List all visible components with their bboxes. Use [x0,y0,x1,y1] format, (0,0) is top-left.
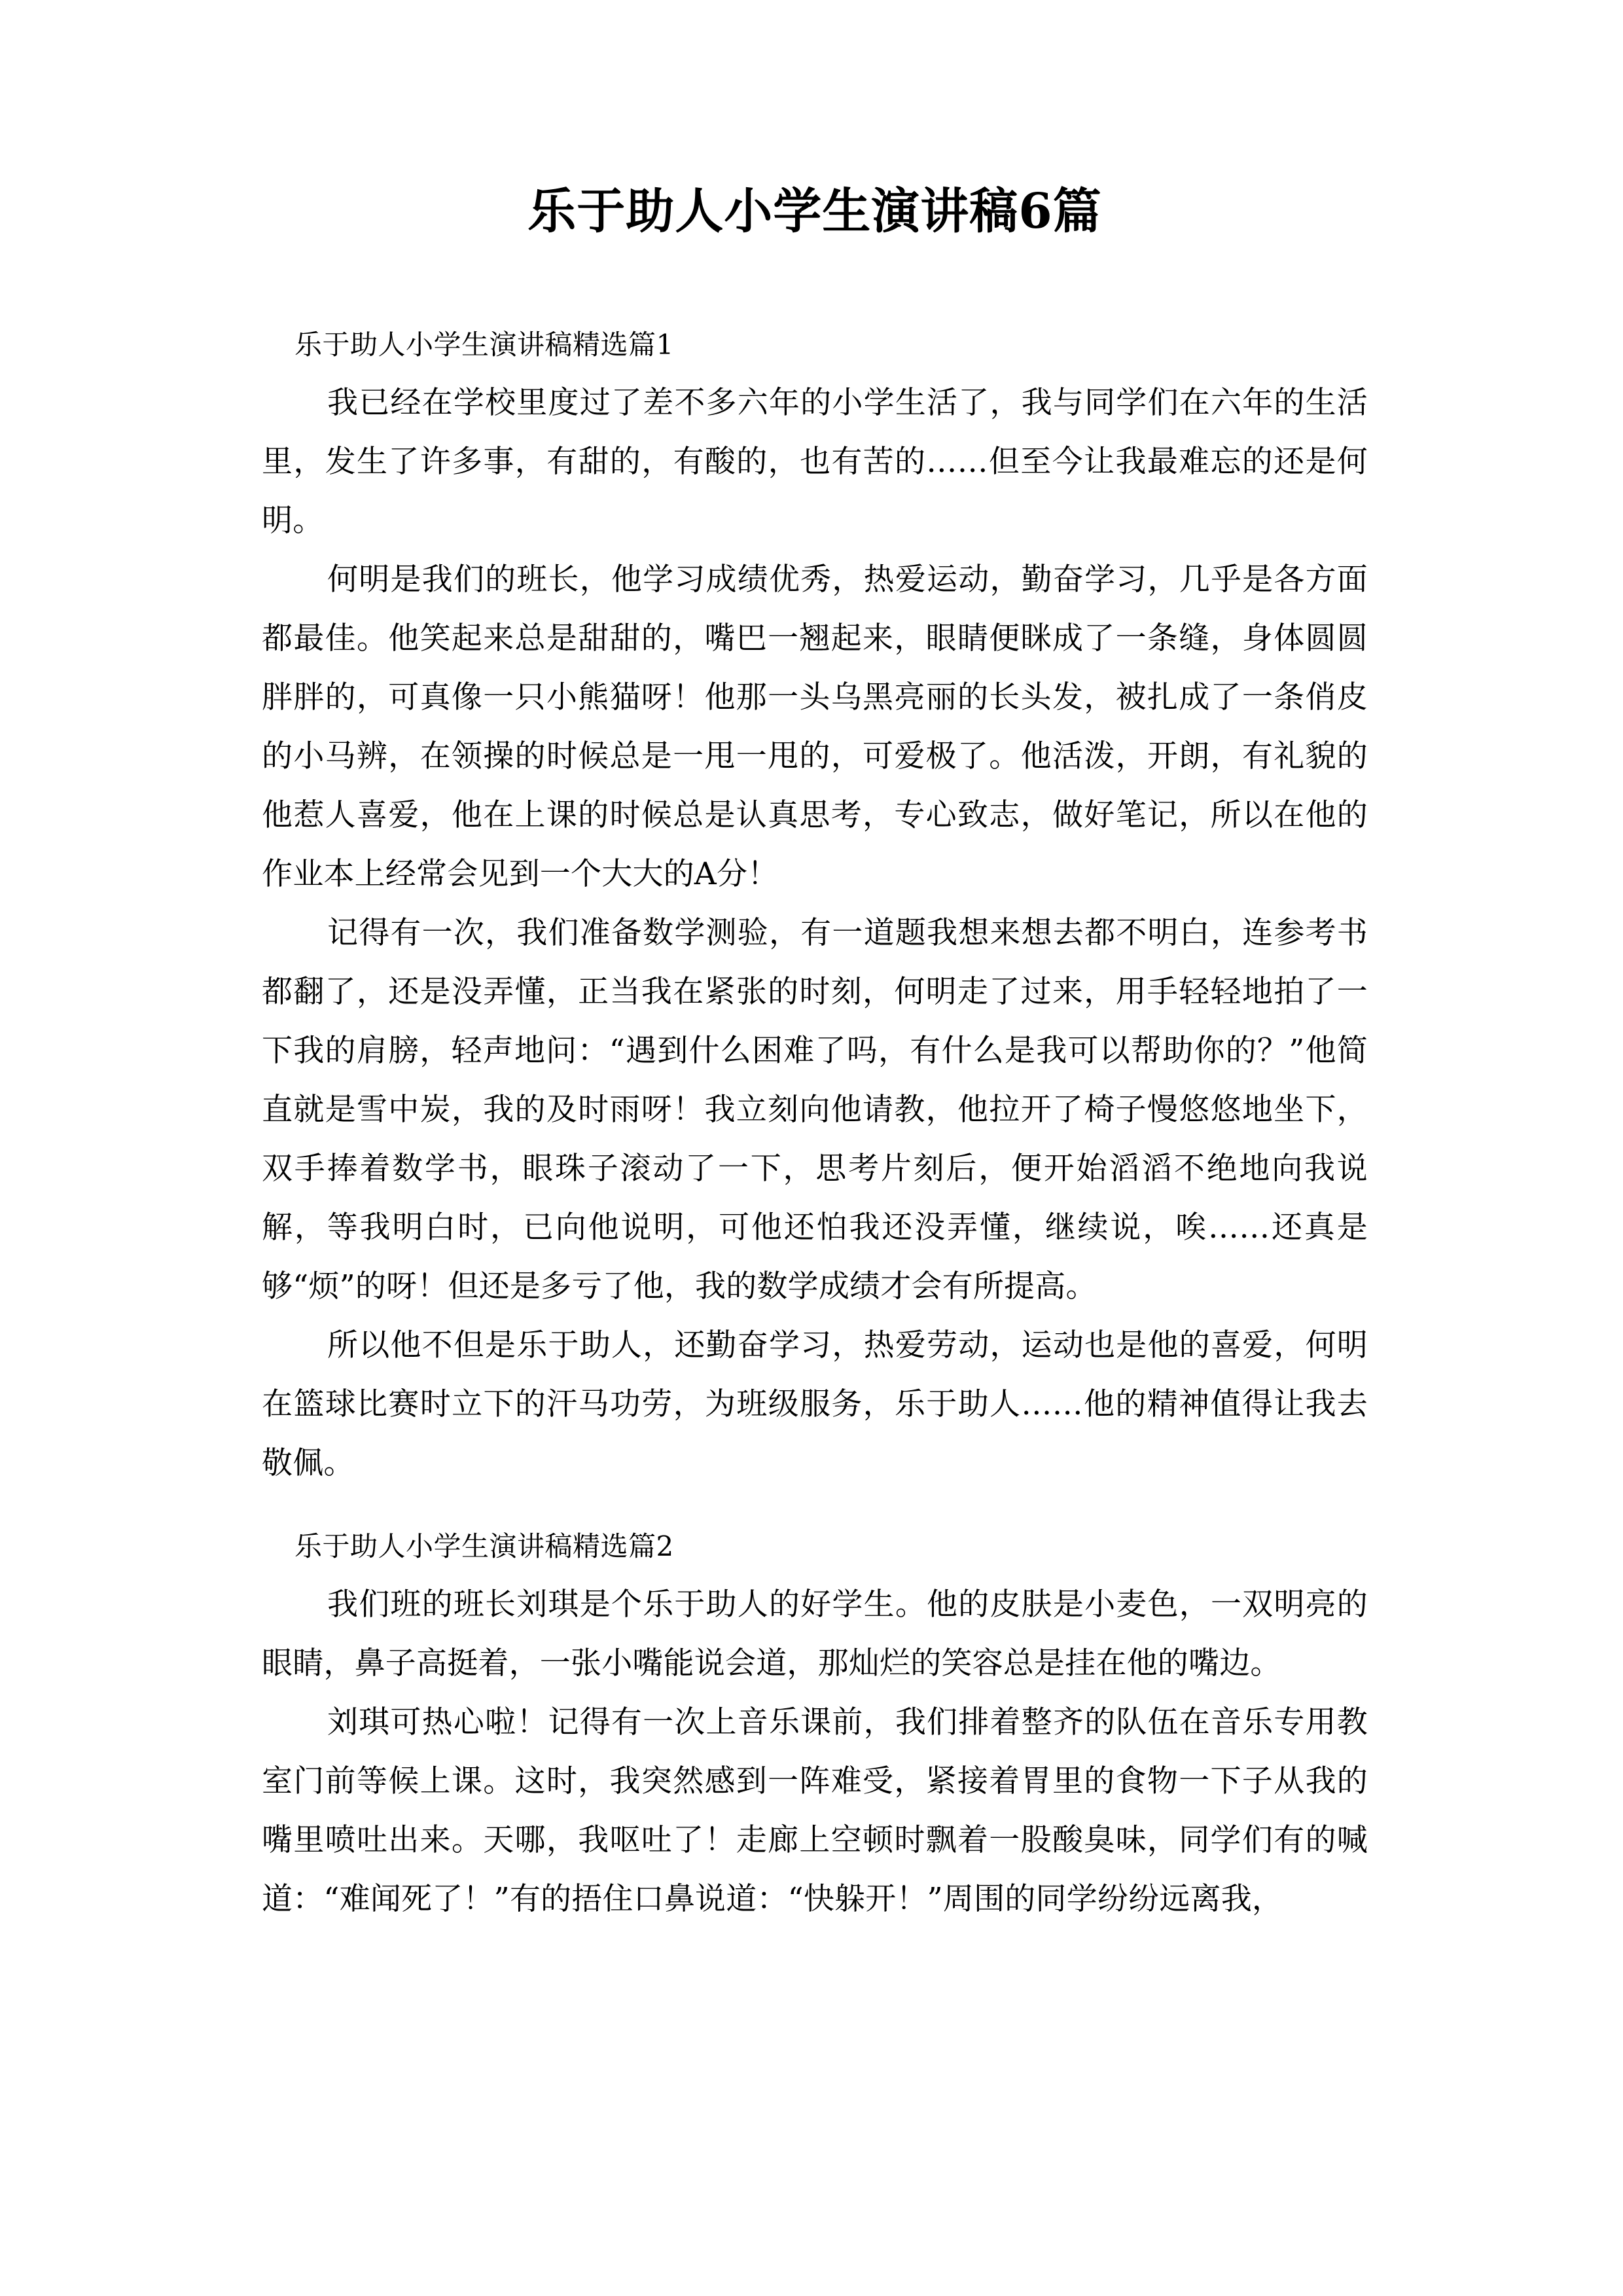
page-title: 乐于助人小学生演讲稿6篇 [527,183,1102,240]
section-heading-2: 乐于助人小学生演讲稿精选篇2 [294,1530,674,1563]
paragraph: 何明是我们的班长，他学习成绩优秀，热爱运动，勤奋学习，几乎是各方面都最佳。他笑起来总是甜甜的，嘴巴一翘起来，眼睛便眯成了一条缝，身体圆圆胖胖的，可真像一只小熊猫呀！他那一头乌黑亮丽的长头发，被扎成了一条俏皮的小马辨，在领操的时候总是一甩一甩的，可爱极了。他活泼，开朗，有礼貌的他惹人喜爱，他在上课的时候总是认真思考，专心致志，做好笔记，所以在他的作业本上经常会见到一个大大的A分！ [262,562,1368,893]
paragraph: 我们班的班长刘琪是个乐于助人的好学生。他的皮肤是小麦色，一双明亮的眼睛，鼻子高挺着，一张小嘴能说会道，那灿烂的笑容总是挂在他的嘴边。 [262,1587,1368,1682]
paragraph: 记得有一次，我们准备数学测验，有一道题我想来想去都不明白，连参考书都翻了，还是没弄懂，正当我在紧张的时刻，何明走了过来，用手轻轻地拍了一下我的肩膀，轻声地问：“遇到什么困难了吗，有什么是我可以帮助你的？”他简直就是雪中炭，我的及时雨呀！我立刻向他请教，他拉开了椅子慢悠悠地坐下，双手捧着数学书，眼珠子滚动了一下，思考片刻后，便开始滔滔不绝地向我说解，等我明白时，已向他说明，可他还怕我还没弄懂，继续说，唉……还真是够“烦”的呀！但还是多亏了他，我的数学成绩才会有所提高。 [262,915,1368,1305]
paragraph: 刘琪可热心啦！记得有一次上音乐课前，我们排着整齐的队伍在音乐专用教室门前等候上课。这时，我突然感到一阵难受，紧接着胃里的食物一下子从我的嘴里喷吐出来。天哪，我呕吐了！走廊上空顿时飘着一股酸臭味，同学们有的喊道：“难闻死了！”有的捂住口鼻说道：“快躲开！”周围的同学纷纷远离我， [262,1704,1368,1918]
paragraph: 我已经在学校里度过了差不多六年的小学生活了，我与同学们在六年的生活里，发生了许多事，有甜的，有酸的，也有苦的……但至今让我最难忘的还是何明。 [262,385,1368,539]
page-content [262,0,1368,1929]
section-heading-1: 乐于助人小学生演讲稿精选篇1 [294,329,674,361]
paragraph: 所以他不但是乐于助人，还勤奋学习，热爱劳动，运动也是他的喜爱，何明在篮球比赛时立下的汗马功劳，为班级服务，乐于助人……他的精神值得让我去敬佩。 [262,1327,1368,1482]
